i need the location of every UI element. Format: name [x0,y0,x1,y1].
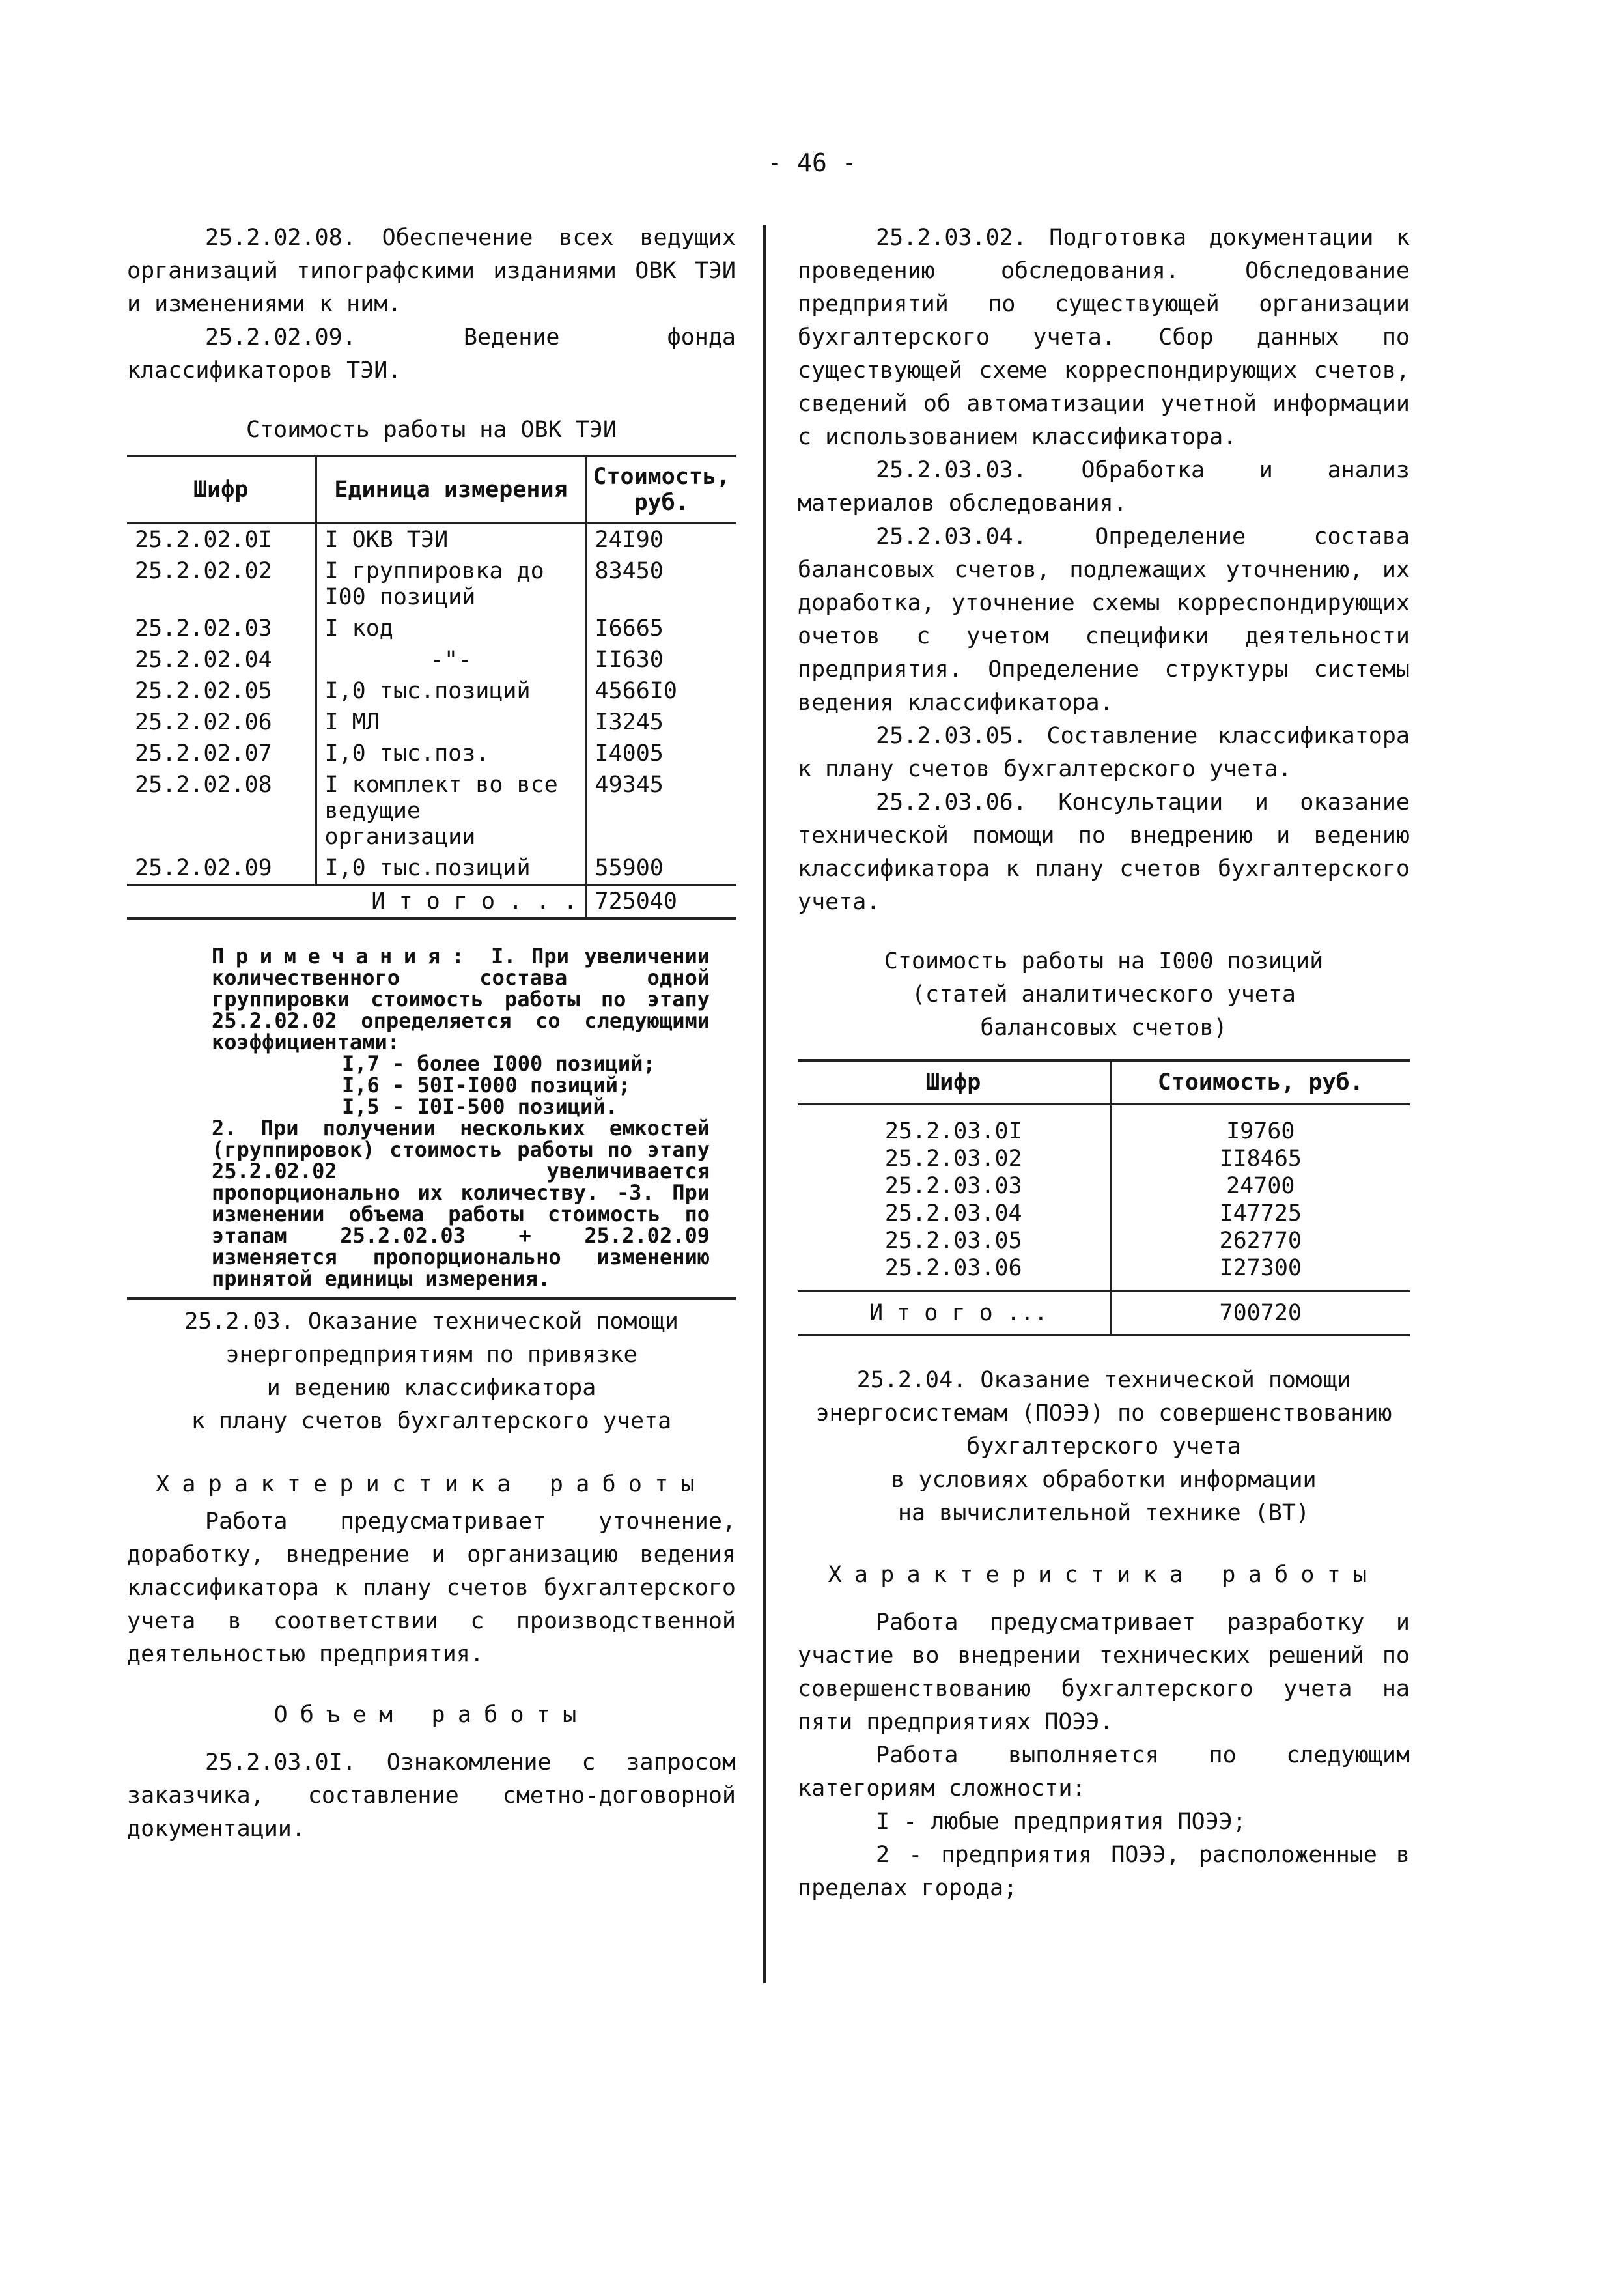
cell-unit: I ОКВ ТЭИ [316,524,586,556]
cell-code: 25.2.02.02 [135,558,272,584]
table-row [798,1172,1410,1200]
characteristics-text: Работа предусматривает уточнение, доработку, внедрение и организацию ведения классификатора к плану счетов бухгалтерского учета в соответствии с производственной деятельностью предприятия. [127,1508,736,1667]
cell-code: 25.2.02.0I [135,527,272,553]
cost-table-1000-positions [798,1059,1410,1336]
cell-code: 25.2.02.04 [135,647,272,673]
cell-code: 25.2.03.0I [884,1118,1022,1144]
notes-lead: Примечания: [212,944,476,968]
paragraph-25-2-03-06: 25.2.03.06. Консультации и оказание технической помощи по внедрению и ведению классификатора к плану счетов бухгалтерского учета. [798,789,1410,915]
table2-caption [798,945,1410,1045]
characteristics-heading: Характеристика работы [156,1471,707,1497]
cell-cost: I47725 [1110,1200,1410,1227]
table-row [798,1200,1410,1227]
table-total-row [798,1292,1410,1336]
heading-line: энергосистемам (ПОЭЭ) по совершенствованию [815,1400,1392,1426]
table-row [127,556,736,613]
characteristics-text: Работа предусматривает разработку и участие во внедрении технических решений по совершенствованию бухгалтерского учета на пяти предприятиях ПОЭЭ. [798,1609,1410,1735]
table-row [127,769,736,853]
heading-line: 25.2.04. Оказание технической помощи [856,1367,1351,1393]
cell-cost: I3245 [586,707,736,738]
header-cost: Стоимость, руб. [1110,1060,1410,1105]
cell-code: 25.2.03.06 [884,1255,1022,1281]
table-row [127,707,736,738]
table-header-row [127,456,736,524]
cell-cost: 83450 [586,556,736,613]
cell-code: 25.2.03.02 [884,1146,1022,1172]
caption-line: балансовых счетов) [980,1015,1227,1041]
paragraph-25-2-03-02: 25.2.03.02. Подготовка документации к проведению обследования. Обследование предприятий по существующей организации бухгалтерского учета. Сбор данных по существующей схеме корреспондирующих счетов, сведений об автоматизации учетной информации с использованием классификатора. [798,225,1410,450]
header-cost: Стоимость, руб. [586,456,736,524]
paragraph-25-2-03-04: 25.2.03.04. Определение состава балансовых счетов, подлежащих уточнению, их доработка, уточнение схемы корреспондирующих очетов с учетом специфики деятельности предприятия. Определение структуры системы ведения классификатора. [798,524,1410,716]
caption-line: Стоимость работы на I000 позиций [884,948,1324,974]
characteristics-heading: Характеристика работы [828,1562,1380,1588]
cost-table-ovk-tei [127,455,736,920]
right-column [798,221,1410,1905]
cell-cost: I6665 [586,613,736,644]
cell-unit: I,0 тыс.позиций [316,675,586,707]
table-row [127,644,736,675]
cell-unit: I комплект во все ведущие организации [316,769,586,853]
paragraph-25-2-03-05: 25.2.03.05. Составление классификатора к плану счетов бухгалтерского учета. [798,723,1410,782]
table-row [127,853,736,885]
section-25-2-03-heading [127,1305,736,1438]
cell-unit: I группировка до I00 позиций [316,556,586,613]
paragraph-25-2-02-09: 25.2.02.09. Ведение фонда классификаторов ТЭИ. [127,324,736,384]
cell-cost: I27300 [1110,1254,1410,1292]
note-1: I. При увеличении количественного состава одной группировки стоимость работы по этапу 25.2.02.02 определяется со следующими коэффициентами: [212,944,710,1054]
cell-cost: 4566I0 [586,675,736,707]
cell-unit: I,0 тыс.позиций [316,853,586,885]
cell-code: 25.2.03.03 [884,1173,1022,1199]
cell-code: 25.2.03.04 [884,1200,1022,1226]
table-header-row [798,1060,1410,1105]
cell-code: 25.2.02.05 [135,678,272,704]
section-25-2-04-heading [798,1364,1410,1530]
cell-cost: 24700 [1110,1172,1410,1200]
heading-line: бухгалтерского учета [966,1434,1241,1460]
total-value: 700720 [1110,1292,1410,1336]
heading-line: и ведению классификатора [266,1375,596,1401]
cell-cost: II630 [586,644,736,675]
table1-caption: Стоимость работы на ОВК ТЭИ [246,417,617,443]
table-total-row [127,885,736,919]
coefficient-item: I,5 - I0I-500 позиций. [342,1094,618,1119]
page-number: - 46 - [767,148,857,177]
cell-unit: I код [316,613,586,644]
cell-cost: 49345 [586,769,736,853]
table-row [798,1227,1410,1254]
header-code: Шифр [798,1060,1110,1105]
cell-code: 25.2.02.06 [135,709,272,735]
caption-line: (статей аналитического учета [911,982,1296,1008]
cell-unit: I МЛ [316,707,586,738]
cell-cost: I9760 [1110,1105,1410,1146]
cell-code: 25.2.02.09 [135,855,272,881]
section-separator [127,1297,736,1300]
cell-unit: I,0 тыс.поз. [316,738,586,769]
cell-cost: 55900 [586,853,736,885]
left-column [127,221,736,1846]
cell-code: 25.2.03.05 [884,1228,1022,1254]
table-row [127,524,736,556]
total-label: И т о г о ... [798,1292,1110,1336]
total-label: И т о г о . . . [127,885,586,919]
category-item: 2 - предприятия ПОЭЭ, расположенные в пределах города; [798,1842,1410,1901]
heading-line: на вычислительной технике (ВТ) [897,1500,1310,1526]
column-divider [763,225,766,1983]
table-row [127,613,736,644]
cell-cost: I4005 [586,738,736,769]
table-row [798,1105,1410,1146]
heading-line: в условиях обработки информации [891,1467,1317,1493]
notes-block [212,946,710,1290]
coefficient-item: I,7 - более I000 позиций; [342,1051,656,1076]
category-item: I - любые предприятия ПОЭЭ; [876,1809,1246,1835]
cell-cost: II8465 [1110,1145,1410,1172]
paragraph-25-2-03-01: 25.2.03.0I. Ознакомление с запросом заказчика, составление сметно-договорной документации. [127,1749,736,1842]
cell-cost: 262770 [1110,1227,1410,1254]
cell-code: 25.2.02.07 [135,741,272,767]
table-row [127,675,736,707]
header-code: Шифр [127,456,316,524]
heading-line: к плану счетов бухгалтерского учета [191,1408,672,1434]
total-value: 725040 [586,885,736,919]
cell-code: 25.2.02.08 [135,772,272,798]
note-2: 2. При получении нескольких емкостей (группировок) стоимость работы по этапу 25.2.02.02 увеличивается пропорционально их количеству. -3. При изменении объема работы стоимость по этапам 25.2.02.03 + 25.2.02.09 изменяется пропорционально изменению принятой единицы измерения. [212,1116,710,1291]
paragraph-25-2-02-08: 25.2.02.08. Обеспечение всех ведущих организаций типографскими изданиями ОВК ТЭИ и изменениями к ним. [127,225,736,317]
heading-line: энергопредприятиям по привязке [225,1342,637,1368]
heading-line: 25.2.03. Оказание технической помощи [184,1308,679,1335]
volume-heading: Объем работы [273,1702,589,1728]
table-row [127,738,736,769]
categories-intro: Работа выполняется по следующим категориям сложности: [798,1742,1410,1802]
paragraph-25-2-03-03: 25.2.03.03. Обработка и анализ материалов обследования. [798,457,1410,516]
header-unit: Единица измерения [316,456,586,524]
cell-cost: 24I90 [586,524,736,556]
cell-code: 25.2.02.03 [135,615,272,642]
table-row [798,1145,1410,1172]
coefficient-item: I,6 - 50I-I000 позиций; [342,1073,631,1097]
table-row [798,1254,1410,1292]
cell-unit: -"- [316,644,586,675]
